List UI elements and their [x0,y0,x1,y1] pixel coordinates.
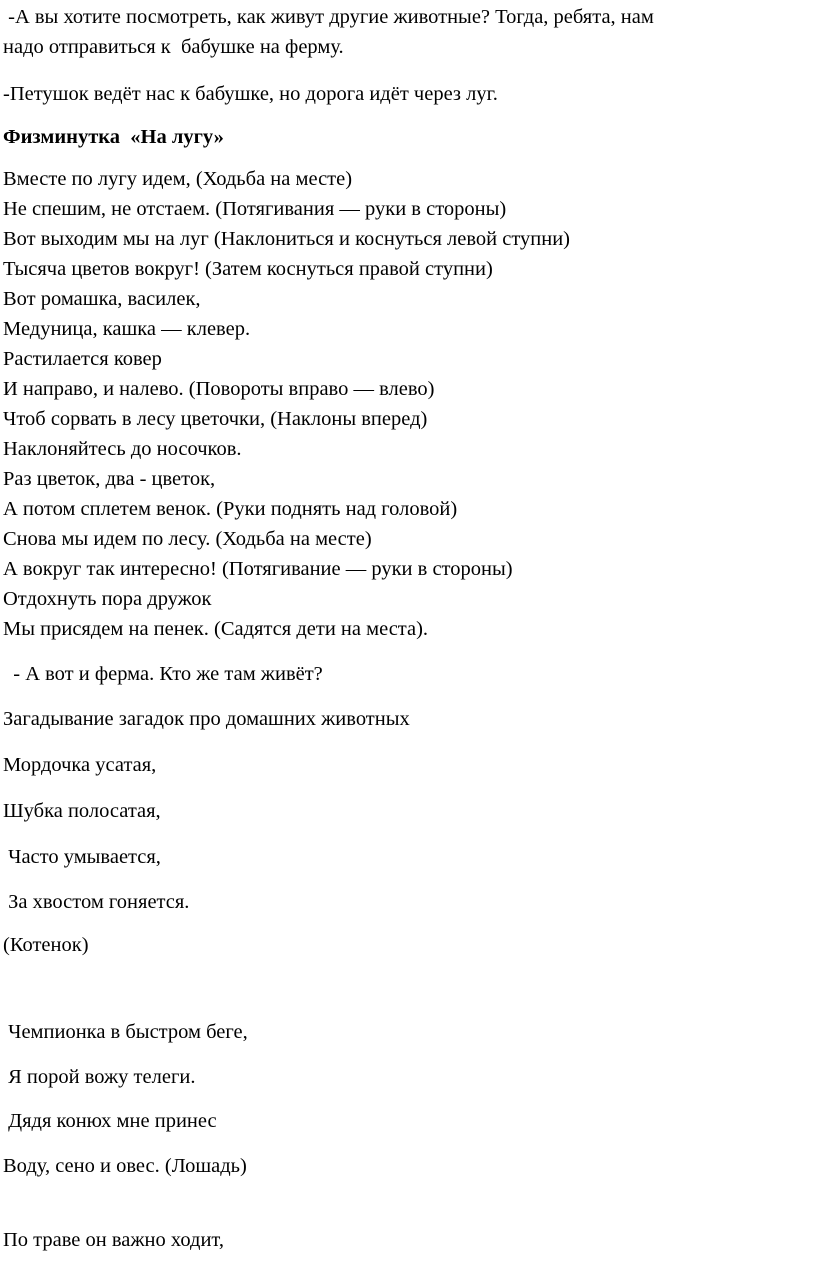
riddle-line: Шубка полосатая, [3,800,161,822]
fizminutka-title: Физминутка «На лугу» [3,126,224,148]
poem-line: Мы присядем на пенек. (Садятся дети на места). [3,618,429,640]
riddle-line: Воду, сено и овес. (Лошадь) [3,1155,247,1177]
poem-line: И направо, и налево. (Повороты вправо — влево) [3,378,435,400]
riddle-line: Дядя конюх мне принес [3,1110,217,1132]
intro-line-1: -А вы хотите посмотреть, как живут другие животные? Тогда, ребята, нам [3,6,654,28]
intro-line-3: -Петушок ведёт нас к бабушке, но дорога идёт через луг. [3,83,498,105]
riddle-line: За хвостом гоняется. [3,891,190,913]
poem-line: Раз цветок, два - цветок, [3,468,216,490]
poem-line: Вот выходим мы на луг (Наклониться и коснуться левой ступни) [3,228,571,250]
intro-line-2: надо отправиться к бабушке на ферму. [3,36,344,58]
riddle-line: Мордочка усатая, [3,754,157,776]
riddle-answer: (Котенок) [3,934,89,956]
poem-line: А вокруг так интересно! (Потягивание — руки в стороны) [3,558,513,580]
poem-line: Тысяча цветов вокруг! (Затем коснуться правой ступни) [3,258,493,280]
riddle-line: По траве он важно ходит, [3,1229,224,1251]
poem-line: Вместе по лугу идем, (Ходьба на месте) [3,168,353,190]
poem-line: Наклоняйтесь до носочков. [3,438,242,460]
poem-line: Отдохнуть пора дружок [3,588,212,610]
poem-line: Не спешим, не отстаем. (Потягивания — руки в стороны) [3,198,507,220]
poem-line: Медуница, кашка — клевер. [3,318,251,340]
farm-line: - А вот и ферма. Кто же там живёт? [3,663,323,685]
riddles-heading: Загадывание загадок про домашних животных [3,708,410,730]
riddle-line: Чемпионка в быстром беге, [3,1021,248,1043]
poem-line: Снова мы идем по лесу. (Ходьба на месте) [3,528,372,550]
poem-line: А потом сплетем венок. (Руки поднять над головой) [3,498,458,520]
poem-line: Чтоб сорвать в лесу цветочки, (Наклоны вперед) [3,408,428,430]
riddle-line: Я порой вожу телеги. [3,1066,196,1088]
poem-line: Вот ромашка, василек, [3,288,201,310]
poem-line: Растилается ковер [3,348,162,370]
riddle-line: Часто умывается, [3,846,161,868]
